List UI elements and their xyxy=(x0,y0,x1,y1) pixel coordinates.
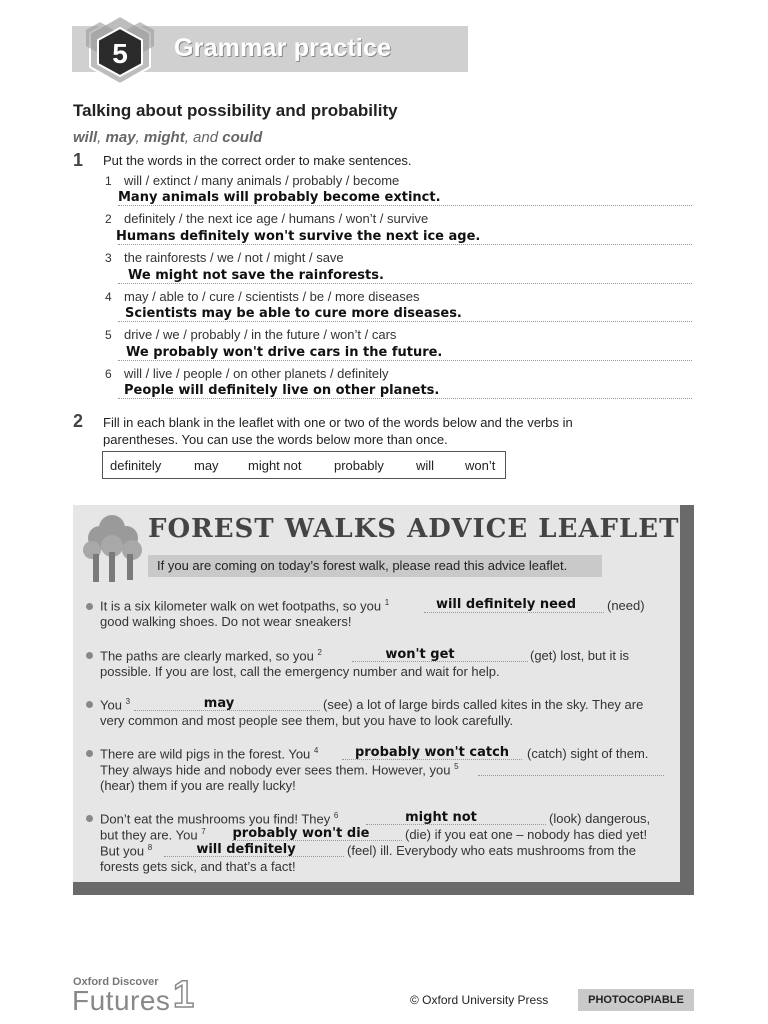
answer-line xyxy=(118,244,692,245)
leaflet-text xyxy=(100,598,389,613)
blank-number: 5 xyxy=(454,762,459,771)
subtitle-sep: , xyxy=(135,129,144,146)
subtitle-sep: , xyxy=(97,129,106,146)
exercise-1-number: 1 xyxy=(73,150,84,170)
item-answer[interactable]: People will definitely live on other planets. xyxy=(124,383,440,398)
bullet-point xyxy=(86,815,93,822)
leaflet-text: (get) lost, but it is xyxy=(530,648,629,663)
blank-number: 6 xyxy=(333,811,339,820)
item-prompt: the rainforests / we / not / might / save xyxy=(124,250,344,265)
bullet-point xyxy=(86,701,93,708)
word-option: definitely xyxy=(110,458,162,473)
item-answer[interactable]: Scientists may be able to cure more diseases. xyxy=(125,306,462,321)
leaflet-text-part: but they are. You xyxy=(100,827,198,843)
subtitle-will: will xyxy=(73,129,98,146)
leaflet-text: forests gets sick, and that’s a fact! xyxy=(100,859,296,874)
item-number: 1 xyxy=(105,174,112,188)
leaflet-text: (feel) ill. Everybody who eats mushrooms from the xyxy=(347,843,636,858)
blank-number: 2 xyxy=(317,648,322,657)
item-number: 5 xyxy=(105,328,112,342)
leaflet-text: (look) dangerous, xyxy=(549,811,651,826)
item-number: 6 xyxy=(105,367,112,381)
subtitle-may: may xyxy=(105,129,136,146)
brand-title: Futures xyxy=(72,985,171,1016)
bullet-point xyxy=(86,603,93,610)
item-prompt: may / able to / cure / scientists / be / more diseases xyxy=(124,289,420,304)
leaflet-text xyxy=(100,827,206,842)
leaflet-text: (see) a lot of large birds called kites in the sky. They are xyxy=(323,697,644,712)
exercise-1-instruction: Put the words in the correct order to make sentences. xyxy=(103,153,412,168)
item-prompt: will / live / people / on other planets / definitely xyxy=(124,366,389,381)
word-option: may xyxy=(194,458,219,473)
item-answer[interactable]: We might not save the rainforests. xyxy=(128,268,384,283)
photocopiable-label: PHOTOCOPIABLE xyxy=(588,994,684,1006)
copyright: © Oxford University Press xyxy=(410,993,549,1007)
blank-answer[interactable]: will definitely xyxy=(196,842,296,857)
unit-hexagon-icon xyxy=(80,10,160,90)
leaflet-text-part: But you xyxy=(100,843,145,859)
word-box xyxy=(102,451,506,479)
leaflet-text xyxy=(100,648,322,663)
leaflet-text-part: The paths are clearly marked, so you xyxy=(100,648,314,664)
leaflet-text: (catch) sight of them. xyxy=(527,746,649,761)
item-number: 4 xyxy=(105,290,112,304)
item-prompt: drive / we / probably / in the future / won’t / cars xyxy=(124,327,397,342)
leaflet-shadow xyxy=(73,882,694,895)
leaflet-text: (hear) them if you are really lucky! xyxy=(100,778,296,793)
leaflet-shadow xyxy=(680,505,694,895)
leaflet-text-part: There are wild pigs in the forest. You xyxy=(100,746,311,762)
item-number: 3 xyxy=(105,251,112,265)
leaflet-text-part: You xyxy=(100,697,122,713)
blank-line[interactable] xyxy=(478,775,664,776)
leaflet-text: (need) xyxy=(607,598,645,613)
item-answer[interactable]: Many animals will probably become extinct. xyxy=(118,190,441,205)
answer-line xyxy=(118,321,692,322)
word-option: probably xyxy=(334,458,384,473)
blank-number: 8 xyxy=(147,843,153,852)
blank-answer[interactable]: might not xyxy=(405,810,477,825)
answer-line xyxy=(118,360,692,361)
unit-number: 5 xyxy=(112,38,128,69)
blank-answer[interactable]: won't get xyxy=(385,647,455,662)
leaflet-text xyxy=(100,746,318,761)
leaflet-text: very common and most people see them, but you have to look carefully. xyxy=(100,713,514,728)
item-prompt: definitely / the next ice age / humans / won’t / survive xyxy=(124,211,429,226)
item-answer[interactable]: Humans definitely won't survive the next ice age. xyxy=(116,229,481,244)
blank-answer[interactable]: probably won't catch xyxy=(354,745,510,760)
brand-series: Oxford Discover xyxy=(73,976,159,988)
section-title: Talking about possibility and probability xyxy=(73,101,398,120)
bullet-point xyxy=(86,652,93,659)
trees-icon xyxy=(82,514,146,584)
blank-number: 7 xyxy=(201,827,206,836)
exercise-2-instruction xyxy=(103,414,573,448)
item-answer[interactable]: We probably won't drive cars in the future. xyxy=(126,345,443,360)
item-prompt: will / extinct / many animals / probably / become xyxy=(124,173,400,188)
instruction-line: parentheses. You can use the words below more than once. xyxy=(103,432,448,447)
leaflet-text xyxy=(100,811,338,826)
word-option: won’t xyxy=(465,458,496,473)
answer-line xyxy=(118,283,692,284)
instruction-line: Fill in each blank in the leaflet with one or two of the words below and the verbs in xyxy=(103,415,573,430)
leaflet-text xyxy=(100,762,459,777)
photocopiable-badge xyxy=(578,989,694,1011)
leaflet-text-part: They always hide and nobody ever sees them. However, you xyxy=(100,762,451,778)
blank-line xyxy=(424,612,604,613)
answer-line xyxy=(118,205,692,206)
blank-answer[interactable]: may xyxy=(203,696,235,711)
item-number: 2 xyxy=(105,212,112,226)
word-option: will xyxy=(416,458,435,473)
bullet-point xyxy=(86,750,93,757)
blank-number: 1 xyxy=(384,598,390,607)
leaflet-intro: If you are coming on today’s forest walk, please read this advice leaflet. xyxy=(157,558,568,573)
exercise-2-number: 2 xyxy=(73,411,84,431)
subtitle-might: might xyxy=(143,129,185,146)
brand-level: 1 xyxy=(173,974,195,1016)
leaflet-text-part: Don’t eat the mushrooms you find! They xyxy=(100,811,331,827)
blank-answer[interactable]: will definitely need xyxy=(435,597,577,612)
subtitle-could: could xyxy=(222,129,263,146)
page-title: Grammar practice xyxy=(174,34,392,62)
answer-line xyxy=(118,398,692,399)
blank-number: 4 xyxy=(313,746,319,755)
leaflet-text: (die) if you eat one – nobody has died yet! xyxy=(405,827,648,842)
word-option: might not xyxy=(248,458,302,473)
section-subtitle xyxy=(73,129,262,146)
blank-answer[interactable]: probably won't die xyxy=(232,826,370,841)
leaflet-text xyxy=(100,843,152,858)
leaflet-text xyxy=(100,697,130,712)
leaflet-text: good walking shoes. Do not wear sneakers! xyxy=(100,614,352,629)
leaflet-text: possible. If you are lost, call the emergency number and wait for help. xyxy=(100,664,500,679)
leaflet-title: FOREST WALKS ADVICE LEAFLET xyxy=(148,514,680,544)
subtitle-sep: , and xyxy=(184,129,223,146)
blank-number: 3 xyxy=(125,697,131,706)
leaflet-text-part: It is a six kilometer walk on wet footpaths, so you xyxy=(100,598,382,614)
